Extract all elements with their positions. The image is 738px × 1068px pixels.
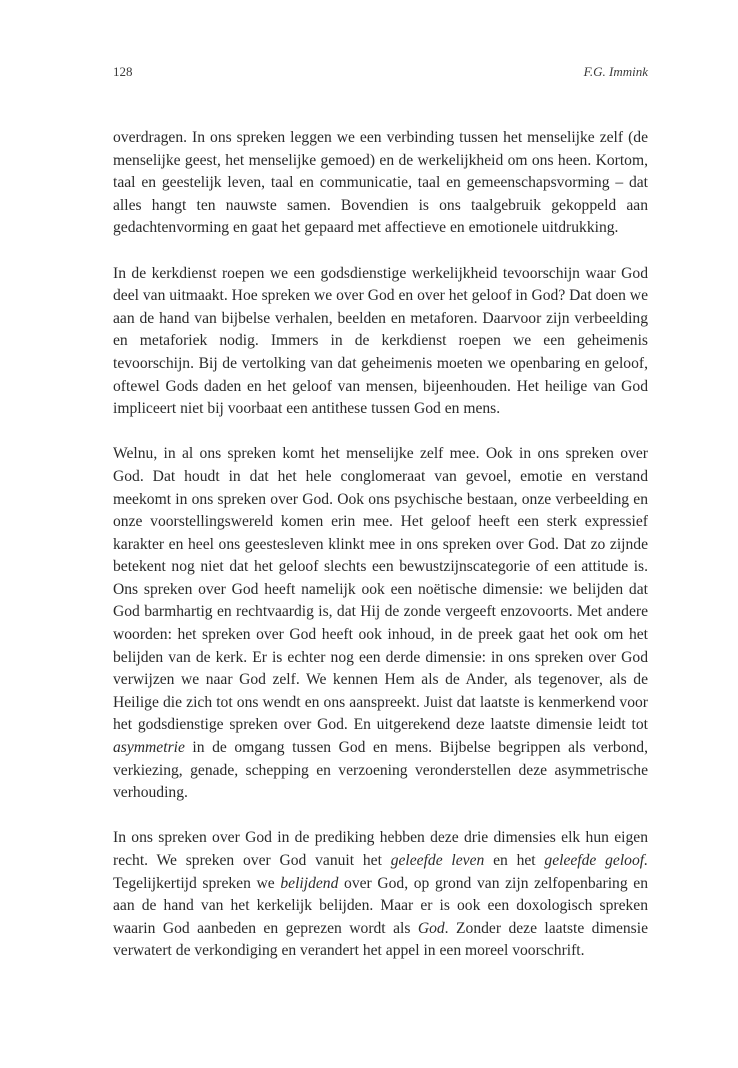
page-number: 128 bbox=[113, 64, 133, 79]
paragraph bbox=[113, 263, 648, 421]
text-run: Welnu, in al ons spreken komt het menselijke zelf mee. Ook in ons spreken over God. Dat houdt in dat het hele conglomeraat van gevoel, emotie en verstand meekomt in ons spreken over God. Ook ons psychische bestaan, onze verbeelding en onze voorstellingswereld komen erin mee. Het geloof heeft een sterk expressief karakter en heel ons geestesleven klinkt mee in ons spreken over God. Dat zo zijnde betekent nog niet dat het geloof slechts een bewustzijnscategorie of een attitude is. Ons spreken over God heeft namelijk ook een noëtische dimensie: we belijden dat God barmhartig en rechtvaardig is, dat Hij de zonde vergeeft enzovoorts. Met andere woorden: het spreken over God heeft ook inhoud, in de preek gaat het ook om het belijden van de kerk. Er is echter nog een derde dimensie: in ons spreken over God verwijzen we naar God zelf. We kennen Hem als de Ander, als tegenover, als de Heilige die zich tot ons wendt en ons aanspreekt. Juist dat laatste is kenmerkend voor het godsdienstige spreken over God. En uitgerekend deze laatste dimensie leidt tot bbox=[113, 445, 648, 734]
paragraph bbox=[113, 443, 648, 805]
text-run: in de omgang tussen God en mens. Bijbelse begrippen als verbond, verkiezing, genade, schepping en verzoening veronderstellen deze asymmetrische verhouding. bbox=[113, 739, 648, 802]
emphasized-text: belijdend bbox=[280, 874, 339, 892]
emphasized-text: geleefde leven bbox=[390, 852, 485, 869]
running-header-author: F.G. Immink bbox=[583, 64, 648, 79]
running-header bbox=[113, 64, 648, 84]
emphasized-text: God bbox=[417, 919, 445, 937]
paragraph bbox=[113, 127, 648, 240]
emphasized-text: geleefde geloof. bbox=[544, 852, 648, 869]
text-run: over God, op grond van zijn zelfopenbaring en aan de hand van het kerkelijk belijden. Maar er is ook een doxologisch spreken waarin God aanbeden en geprezen wordt als bbox=[113, 874, 648, 937]
emphasized-text: asymmetrie bbox=[113, 739, 185, 757]
text-run: . Zonder deze laatste dimensie verwatert de verkondiging en verandert het appel in een moreel voorschrift. bbox=[113, 919, 648, 960]
text-run: overdragen. In ons spreken leggen we een verbinding tussen het menselijke zelf (de menselijke geest, het menselijke gemoed) en de werkelijkheid om ons heen. Kortom, taal en geestelijk leven, taal en communicatie, taal en gemeenschapsvorming – dat alles hangt ten nauwste samen. Bovendien is ons taalgebruik gekoppeld aan gedachtenvorming en gaat het gepaard met affectieve en emotionele uitdrukking. bbox=[113, 129, 648, 237]
body-text bbox=[113, 127, 648, 963]
text-run: en het bbox=[484, 852, 545, 869]
paragraph bbox=[113, 827, 648, 963]
text-run: In ons spreken over God in de prediking hebben deze drie dimensies elk hun eigen recht. We spreken over God vanuit het bbox=[113, 829, 648, 869]
text-run: In de kerkdienst roepen we een godsdienstige werkelijkheid tevoorschijn waar God deel van uitmaakt. Hoe spreken we over God en over het geloof in God? Dat doen we aan de hand van bijbelse verhalen, beelden en metaforen. Daarvoor zijn verbeelding en metaforiek nodig. Immers in de kerkdienst roepen we een geheimenis tevoorschijn. Bij de vertolking van dat geheimenis moeten we openbaring en geloof, oftewel Gods daden en het geloof van mensen, bijeenhouden. Het heilige van God impliceert niet bij voorbaat een antithese tussen God en mens. bbox=[113, 264, 648, 418]
text-run: Tegelijkertijd spreken we bbox=[113, 874, 281, 892]
